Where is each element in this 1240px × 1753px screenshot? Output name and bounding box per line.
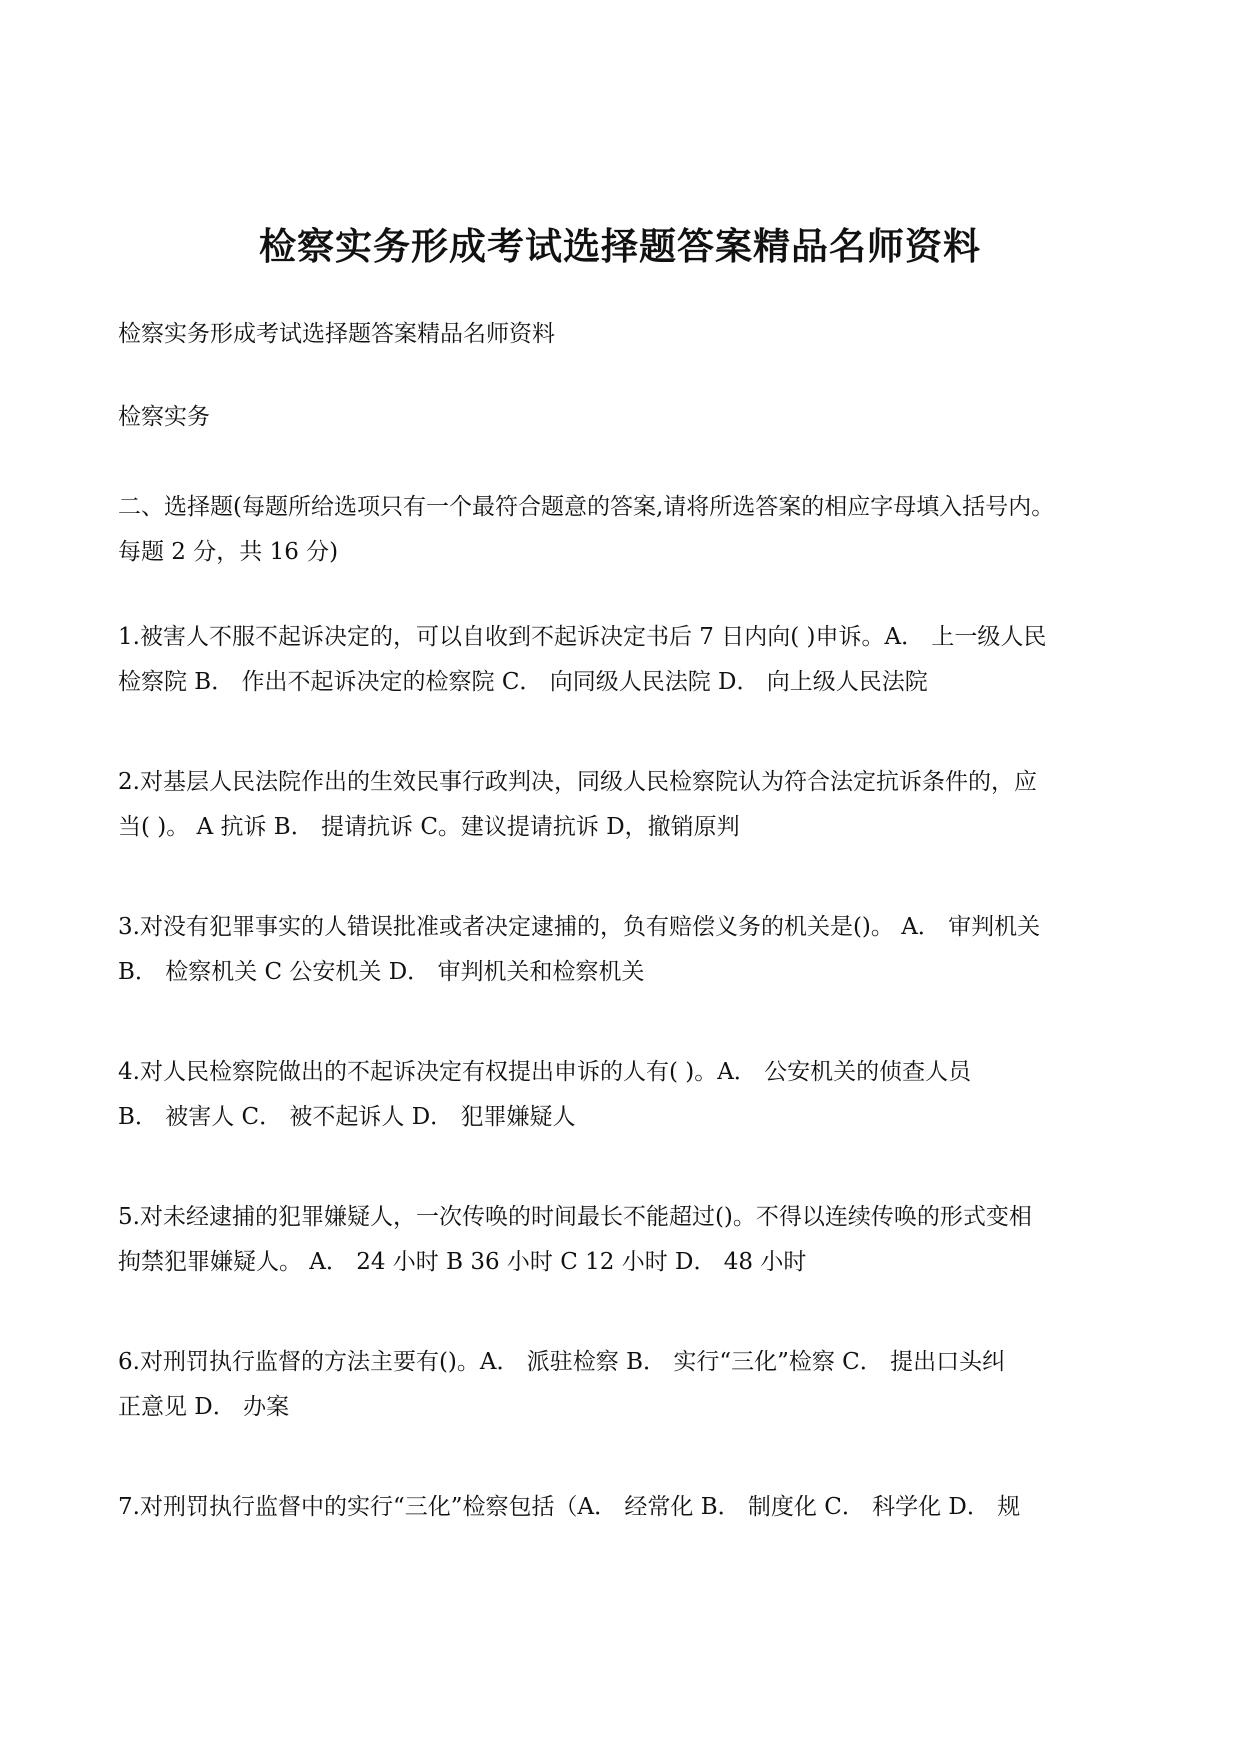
instructions-paragraph <box>118 485 1130 575</box>
question-4-line-2: B． 被害人 C． 被不起诉人 D． 犯罪嫌疑人 <box>118 1104 576 1130</box>
section-heading <box>118 395 1130 440</box>
subtitle-text: 检察实务形成考试选择题答案精品名师资料 <box>118 321 555 347</box>
document-title: 检察实务形成考试选择题答案精品名师资料 <box>259 224 981 268</box>
instructions-line-1: 二、选择题(每题所给选项只有一个最符合题意的答案,请将所选答案的相应字母填入括号内。 <box>118 494 1055 520</box>
question-6 <box>118 1340 1130 1430</box>
subtitle-paragraph <box>118 312 1130 357</box>
question-2-line-2: 当( )。 A 抗诉 B． 提请抗诉 C。建议提请抗诉 D，撤销原判 <box>118 814 740 840</box>
question-3 <box>118 905 1130 995</box>
question-1 <box>118 615 1130 705</box>
question-6-line-2: 正意见 D． 办案 <box>118 1394 290 1420</box>
question-2-line-1: 2.对基层人民法院作出的生效民事行政判决，同级人民检察院认为符合法定抗诉条件的，应 <box>118 769 1037 795</box>
instructions-line-2: 每题 2 分，共 16 分) <box>118 539 339 565</box>
question-3-line-2: B． 检察机关 C 公安机关 D． 审判机关和检察机关 <box>118 959 645 985</box>
question-5-line-2: 拘禁犯罪嫌疑人。 A． 24 小时 B 36 小时 C 12 小时 D． 48 小时 <box>118 1249 807 1275</box>
question-2 <box>118 760 1130 850</box>
question-3-line-1: 3.对没有犯罪事实的人错误批准或者决定逮捕的，负有赔偿义务的机关是()。 A． 审判机关 <box>118 914 1041 940</box>
question-7-line-1: 7.对刑罚执行监督中的实行“三化”检察包括（A． 经常化 B． 制度化 C． 科学化 D． 规 <box>118 1494 1021 1520</box>
section-text: 检察实务 <box>118 404 210 430</box>
question-6-line-1: 6.对刑罚执行监督的方法主要有()。A． 派驻检察 B． 实行“三化”检察 C． 提出口头纠 <box>118 1349 1006 1375</box>
question-5-line-1: 5.对未经逮捕的犯罪嫌疑人，一次传唤的时间最长不能超过()。不得以连续传唤的形式变相 <box>118 1204 1032 1230</box>
question-7 <box>118 1485 1130 1530</box>
question-5 <box>118 1195 1130 1285</box>
question-4 <box>118 1050 1130 1140</box>
question-1-line-2: 检察院 B． 作出不起诉决定的检察院 C． 向同级人民法院 D． 向上级人民法院 <box>118 669 928 695</box>
question-1-line-1: 1.被害人不服不起诉决定的，可以自收到不起诉决定书后 7 日内向( )申诉。A． 上一级人民 <box>118 624 1047 650</box>
question-4-line-1: 4.对人民检察院做出的不起诉决定有权提出申诉的人有( )。A． 公安机关的侦查人员 <box>118 1059 972 1085</box>
